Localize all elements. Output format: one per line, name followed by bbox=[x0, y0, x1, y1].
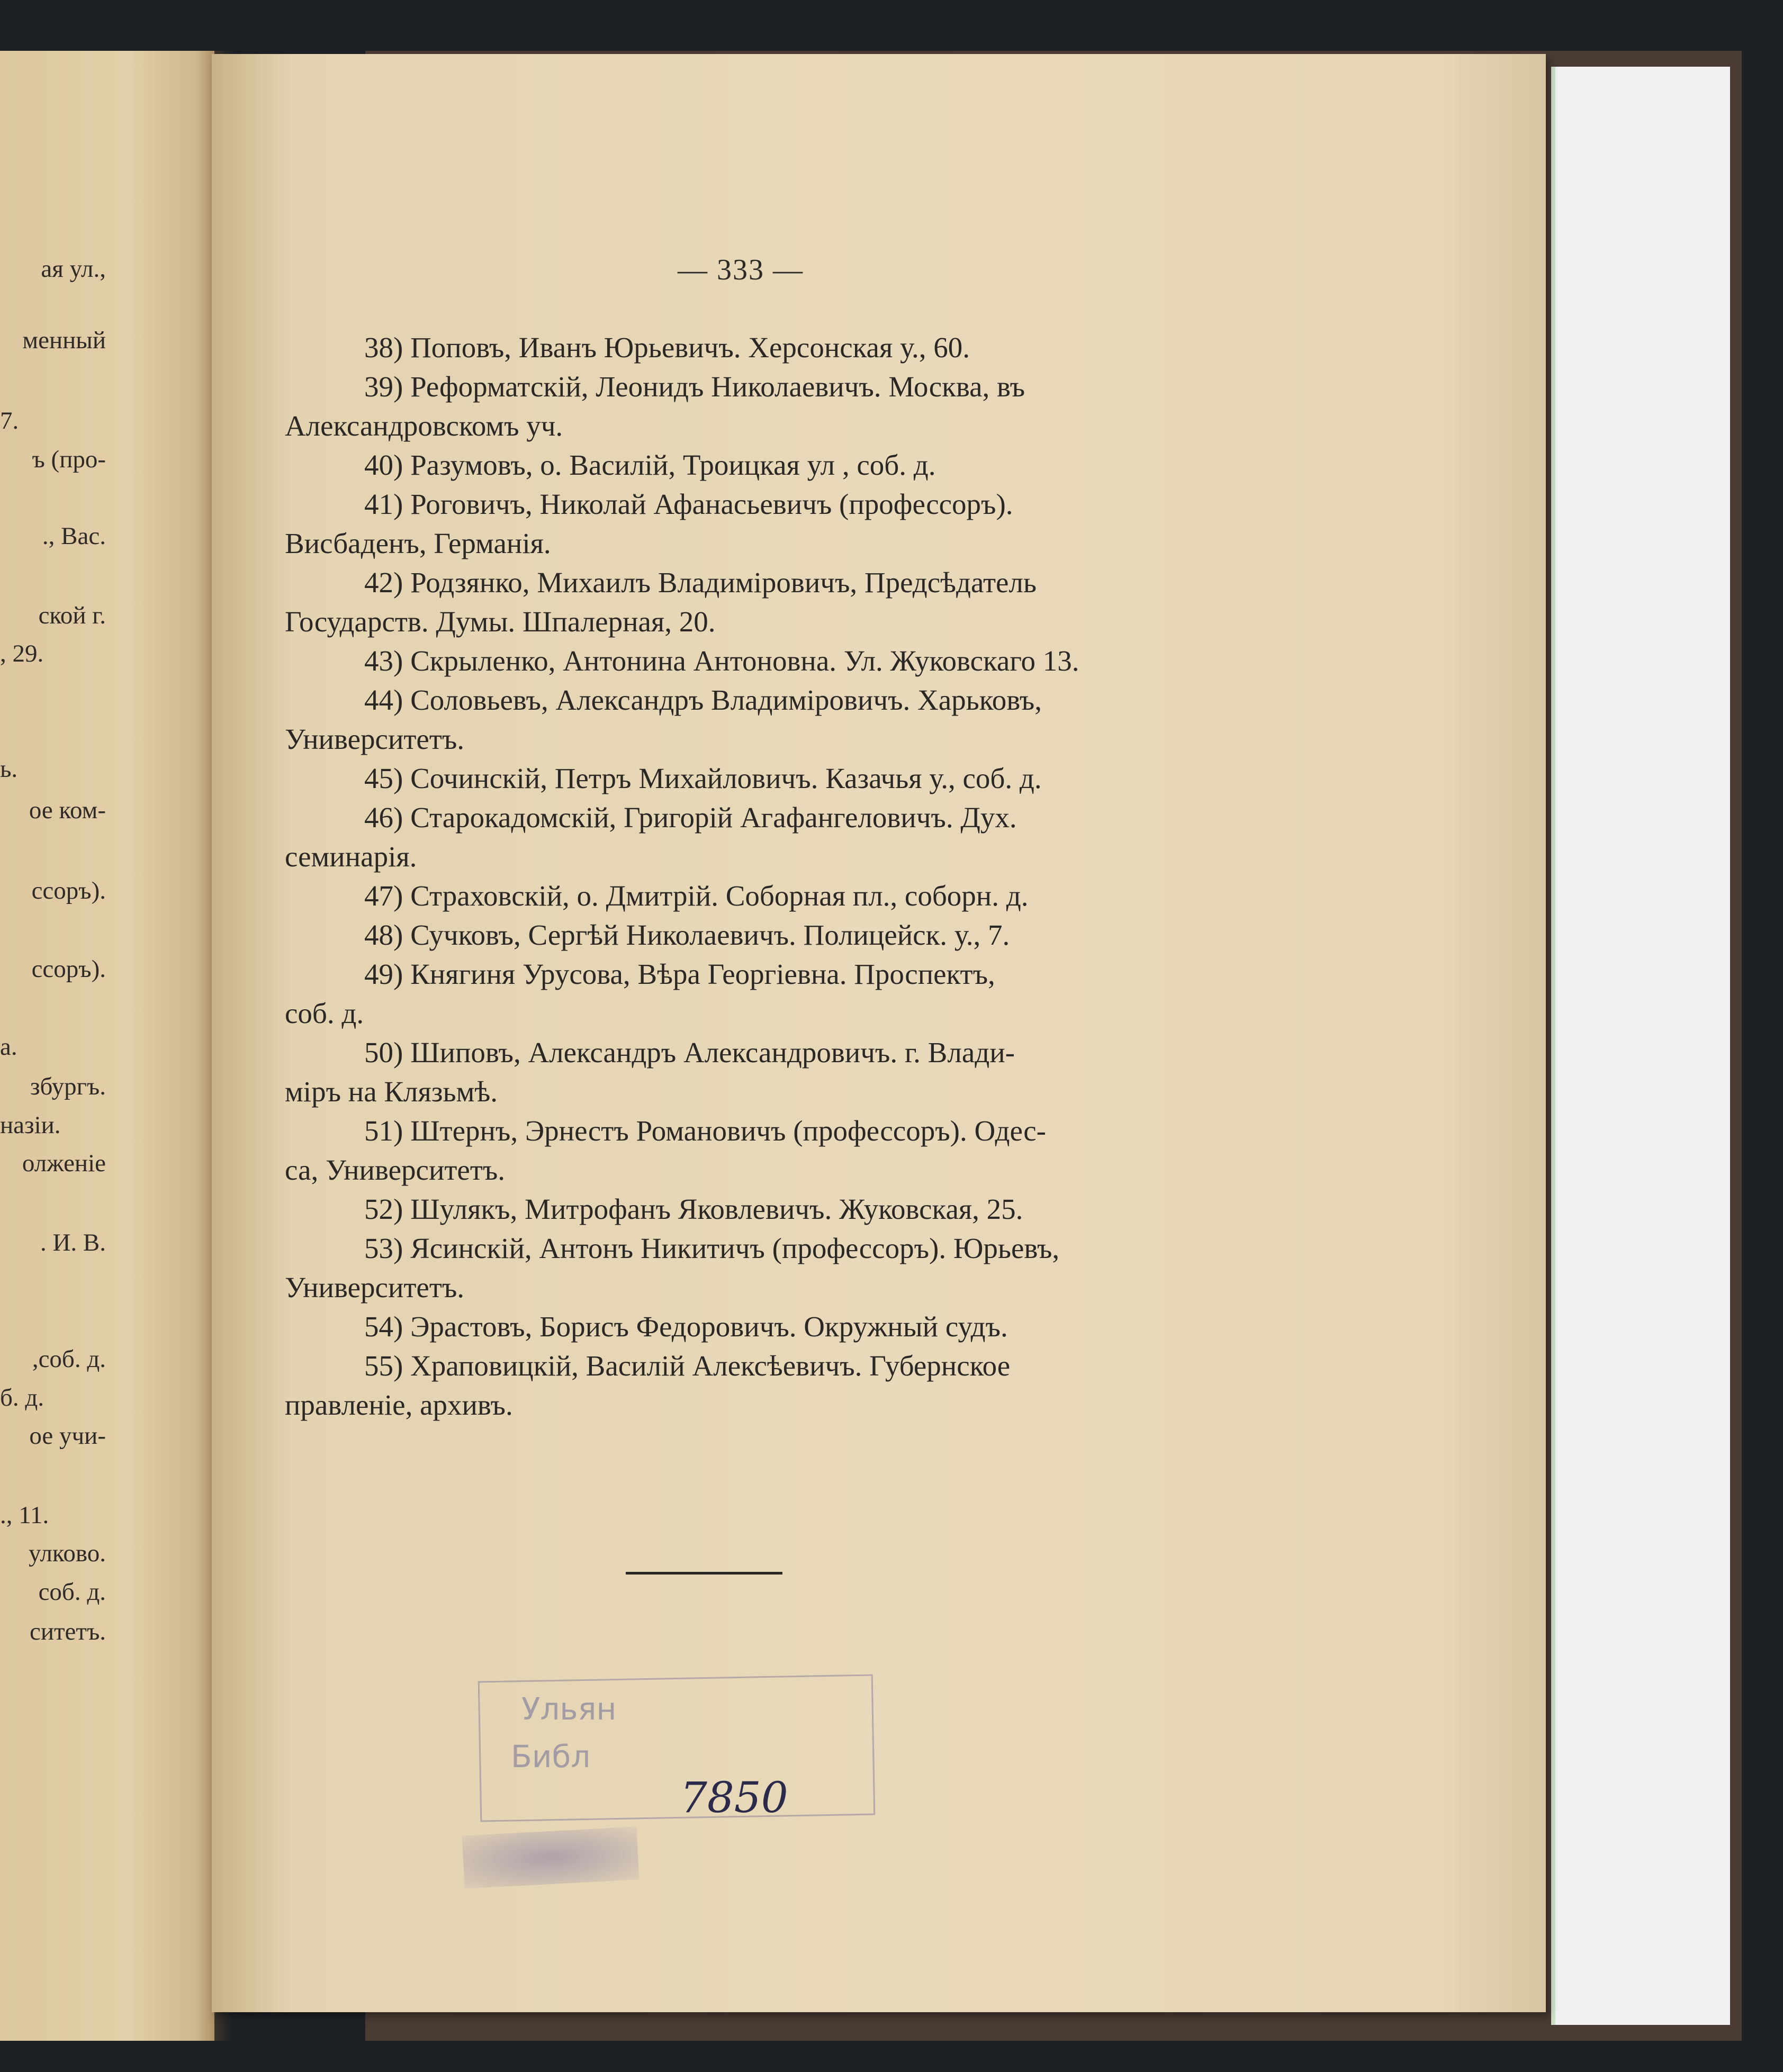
entry-continuation: правленіе, архивъ. bbox=[285, 1389, 513, 1421]
left-fragment: ь. bbox=[0, 755, 18, 783]
list-item bbox=[285, 1190, 1259, 1229]
left-fragment: менный bbox=[22, 327, 106, 354]
list-item bbox=[285, 1346, 1259, 1425]
left-fragment: улково. bbox=[29, 1540, 106, 1567]
list-item bbox=[285, 1229, 1259, 1307]
left-fragment: 7. bbox=[0, 407, 19, 435]
entry-line: 44) Соловьевъ, Александръ Владиміровичъ. Харьковъ, bbox=[364, 684, 1042, 716]
left-fragment: ., Вас. bbox=[42, 522, 106, 550]
stamp-line: Ульян bbox=[521, 1691, 617, 1727]
list-item bbox=[285, 367, 1259, 446]
entry-continuation: соб. д. bbox=[285, 997, 364, 1029]
entry-line: 48) Сучковъ, Сергѣй Николаевичъ. Полицейск. у., 7. bbox=[364, 919, 1010, 951]
entry-continuation: Александровскомъ уч. bbox=[285, 410, 563, 442]
left-fragment: ской г. bbox=[38, 602, 106, 629]
entry-line: 40) Разумовъ, о. Василій, Троицкая ул , соб. д. bbox=[364, 449, 936, 481]
list-item bbox=[285, 798, 1259, 876]
entry-continuation: Университетъ. bbox=[285, 1271, 465, 1304]
left-fragment: ., 11. bbox=[0, 1501, 49, 1529]
list-item bbox=[285, 563, 1259, 641]
entry-line: 51) Штернъ, Эрнестъ Романовичъ (профессоръ). Одес- bbox=[364, 1115, 1046, 1147]
list-item bbox=[285, 681, 1259, 759]
list-item bbox=[285, 641, 1259, 681]
entry-line: 55) Храповицкій, Василій Алексѣевичъ. Губернское bbox=[364, 1350, 1011, 1382]
entry-line: 54) Эрастовъ, Борисъ Федоровичъ. Окружный судъ. bbox=[364, 1310, 1008, 1343]
list-item bbox=[285, 1111, 1259, 1190]
entry-line: 49) Княгиня Урусова, Вѣра Георгіевна. Проспектъ, bbox=[364, 958, 995, 990]
entry-line: 43) Скрыленко, Антонина Антоновна. Ул. Жуковскаго 13. bbox=[364, 645, 1079, 677]
left-page bbox=[0, 51, 214, 2041]
left-fragment: . И. В. bbox=[40, 1229, 106, 1256]
page-number: — 333 — bbox=[678, 254, 804, 286]
entry-line: 52) Шулякъ, Митрофанъ Яковлевичъ. Жуковская, 25. bbox=[364, 1193, 1023, 1225]
left-fragment: ое ком- bbox=[29, 797, 106, 824]
list-item bbox=[285, 876, 1259, 916]
entry-line: 53) Ясинскій, Антонъ Никитичъ (профессоръ). Юрьевъ, bbox=[364, 1232, 1060, 1264]
stamp-line: Библ bbox=[511, 1739, 591, 1775]
left-fragment: ссоръ). bbox=[31, 877, 106, 904]
entry-continuation: семинарія. bbox=[285, 840, 417, 873]
list-item bbox=[285, 446, 1259, 485]
left-fragment: , 29. bbox=[0, 640, 44, 667]
entry-continuation: Государств. Думы. Шпалерная, 20. bbox=[285, 605, 716, 638]
left-fragment: ое учи- bbox=[29, 1422, 106, 1450]
list-item bbox=[285, 916, 1259, 955]
left-fragment: ая ул., bbox=[41, 255, 106, 283]
left-fragment: а. bbox=[0, 1033, 17, 1061]
entry-continuation: са, Университетъ. bbox=[285, 1154, 506, 1186]
list-item bbox=[285, 328, 1259, 367]
entry-line: 46) Старокадомскій, Григорій Агафангеловичъ. Дух. bbox=[364, 801, 1017, 834]
stamp-smudge bbox=[462, 1826, 640, 1888]
list-item bbox=[285, 1307, 1259, 1346]
list-item bbox=[285, 759, 1259, 798]
left-fragment: ссоръ). bbox=[31, 955, 106, 983]
entry-continuation: міръ на Клязьмѣ. bbox=[285, 1075, 498, 1108]
entry-line: 38) Поповъ, Иванъ Юрьевичъ. Херсонская у., 60. bbox=[364, 331, 970, 364]
entry-line: 47) Страховскій, о. Дмитрій. Соборная пл., соборн. д. bbox=[364, 880, 1029, 912]
left-fragment: б. д. bbox=[0, 1384, 44, 1412]
left-fragment: соб. д. bbox=[38, 1578, 106, 1606]
back-cover bbox=[1551, 67, 1730, 2025]
entry-line: 50) Шиповъ, Александръ Александровичъ. г. Влади- bbox=[364, 1036, 1015, 1069]
left-fragment: олженіе bbox=[22, 1150, 106, 1177]
left-fragment: ситетъ. bbox=[29, 1618, 106, 1645]
list-item bbox=[285, 955, 1259, 1033]
address-list bbox=[285, 328, 1259, 1425]
accession-number: 7850 bbox=[680, 1773, 788, 1822]
entry-line: 45) Сочинскій, Петръ Михайловичъ. Казачья у., соб. д. bbox=[364, 762, 1042, 794]
entry-continuation: Висбаденъ, Германія. bbox=[285, 527, 551, 559]
left-fragment: збургъ. bbox=[30, 1073, 106, 1100]
library-stamp bbox=[479, 1672, 871, 1884]
list-item bbox=[285, 485, 1259, 563]
entry-continuation: Университетъ. bbox=[285, 723, 465, 755]
end-rule bbox=[626, 1572, 782, 1575]
entry-line: 39) Реформатскій, Леонидъ Николаевичъ. Москва, въ bbox=[364, 370, 1025, 403]
left-fragment: назіи. bbox=[0, 1111, 61, 1139]
left-fragment: ,соб. д. bbox=[32, 1345, 106, 1373]
entry-line: 42) Родзянко, Михаилъ Владиміровичъ, Предсѣдатель bbox=[364, 566, 1037, 599]
list-item bbox=[285, 1033, 1259, 1111]
left-fragment: ъ (про- bbox=[32, 446, 106, 473]
entry-line: 41) Роговичъ, Николай Афанасьевичъ (профессоръ). bbox=[364, 488, 1013, 520]
